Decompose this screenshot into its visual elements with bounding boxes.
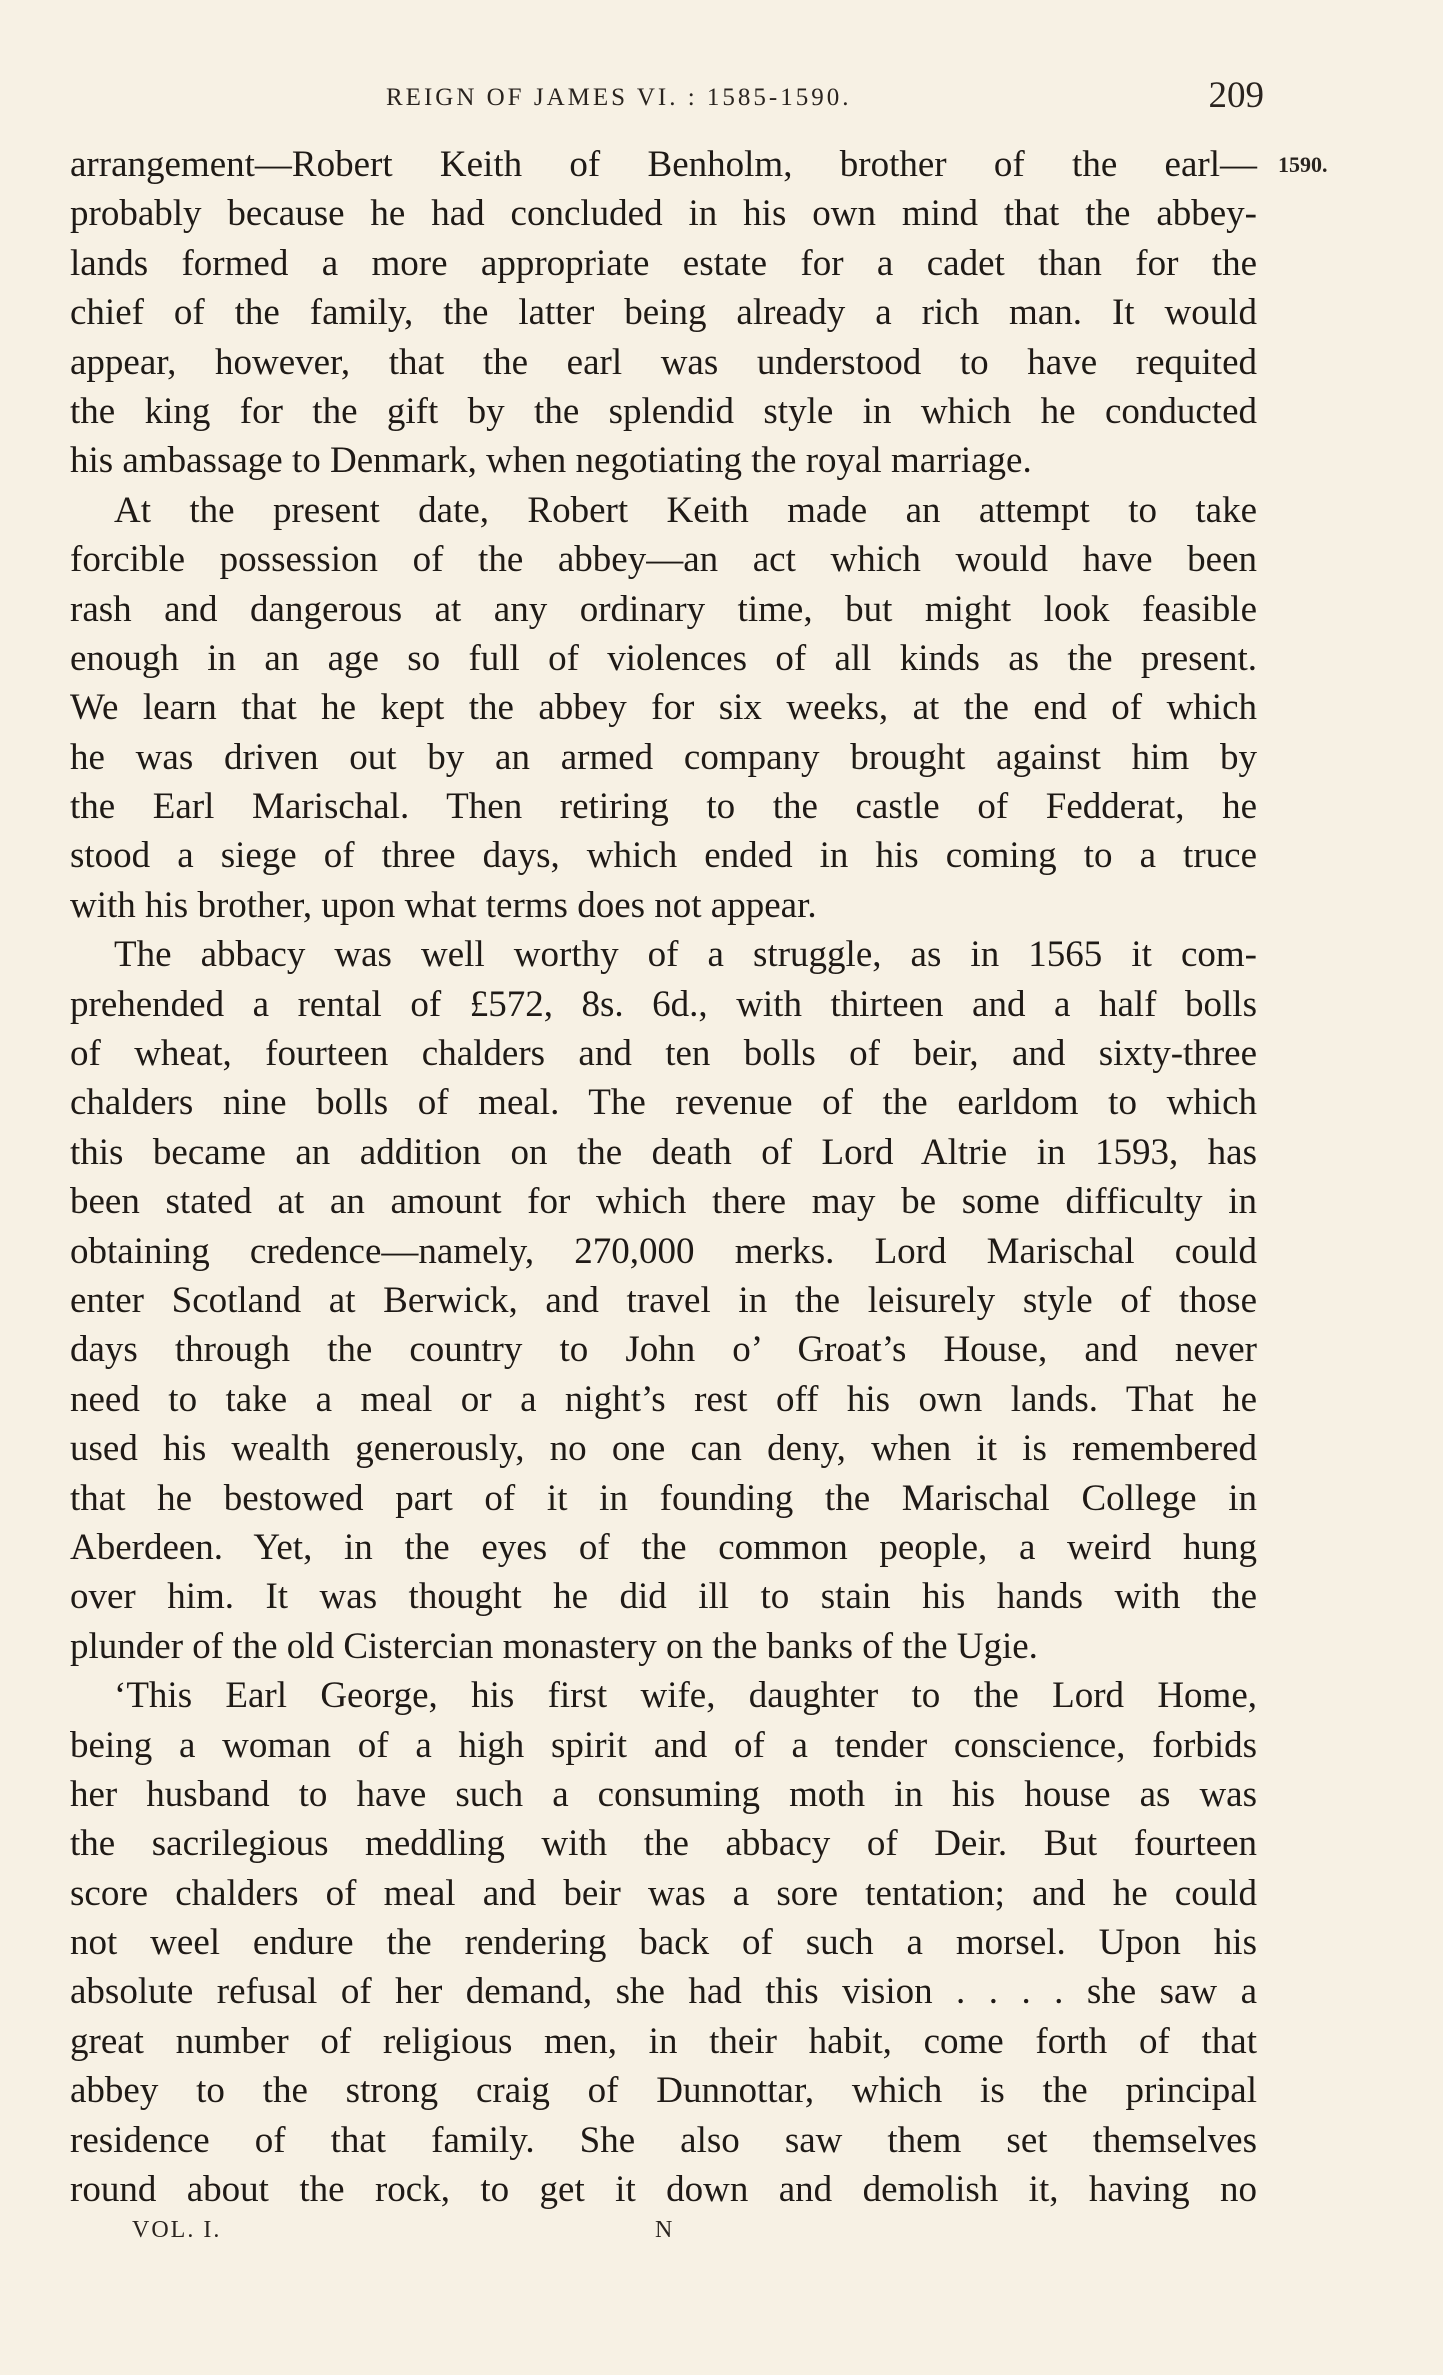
text-line: great number of religious men, in their habit, come forth of that [70, 2020, 1257, 2062]
volume-label: VOL. I. [132, 2217, 222, 2243]
text-line: plunder of the old Cistercian monastery on the banks of the Ugie. [70, 1625, 1038, 1667]
text-line: days through the country to John o’ Groat’s House, and never [70, 1329, 1257, 1371]
text-line: round about the rock, to get it down and demolish it, having no [70, 2169, 1257, 2211]
page-header [68, 74, 1264, 124]
text-line: At the present date, Robert Keith made an attempt to take [114, 489, 1257, 531]
text-line: this became an addition on the death of Lord Altrie in 1593, has [70, 1131, 1257, 1173]
text-line: Aberdeen. Yet, in the eyes of the common people, a weird hung [70, 1526, 1257, 1568]
text-line: the sacrilegious meddling with the abbacy of Deir. But fourteen [70, 1823, 1257, 1865]
text-line: he was driven out by an armed company brought against him by [70, 736, 1257, 778]
text-line: been stated at an amount for which there may be some difficulty in [70, 1181, 1257, 1223]
text-line: with his brother, upon what terms does not appear. [70, 884, 817, 926]
signature-mark: N [655, 2217, 675, 2243]
text-line: the king for the gift by the splendid style in which he conducted [70, 390, 1257, 432]
text-line: stood a siege of three days, which ended in his coming to a truce [70, 835, 1257, 877]
text-line: over him. It was thought he did ill to stain his hands with the [70, 1576, 1257, 1618]
text-line: abbey to the strong craig of Dunnottar, which is the principal [70, 2070, 1257, 2112]
text-line: appear, however, that the earl was understood to have requited [70, 341, 1257, 383]
text-line: lands formed a more appropriate estate for a cadet than for the [70, 242, 1257, 284]
page-footer [132, 2217, 732, 2257]
margin-date-note: 1590. [1278, 152, 1328, 177]
text-line: chief of the family, the latter being already a rich man. It would [70, 292, 1257, 334]
running-title: REIGN OF JAMES VI. : 1585-1590. [386, 84, 852, 111]
text-line: chalders nine bolls of meal. The revenue of the earldom to which [70, 1082, 1257, 1124]
text-line: being a woman of a high spirit and of a tender conscience, forbids [70, 1724, 1257, 1766]
text-line: residence of that family. She also saw them set themselves [70, 2119, 1257, 2161]
text-line: prehended a rental of £572, 8s. 6d., with thirteen and a half bolls [70, 983, 1257, 1025]
text-line: used his wealth generously, no one can deny, when it is remembered [70, 1428, 1257, 1470]
text-line: absolute refusal of her demand, she had this vision . . . . she saw a [70, 1971, 1257, 2013]
text-line: enough in an age so full of violences of all kinds as the present. [70, 637, 1257, 679]
text-line: We learn that he kept the abbey for six weeks, at the end of which [70, 687, 1257, 729]
text-line: enter Scotland at Berwick, and travel in the leisurely style of those [70, 1279, 1257, 1321]
text-line: forcible possession of the abbey—an act which would have been [70, 539, 1257, 581]
text-line: not weel endure the rendering back of such a morsel. Upon his [70, 1922, 1257, 1964]
text-line: obtaining credence—namely, 270,000 merks. Lord Marischal could [70, 1230, 1257, 1272]
text-line: that he bestowed part of it in founding the Marischal College in [70, 1477, 1257, 1519]
text-line: rash and dangerous at any ordinary time, but might look feasible [70, 588, 1257, 630]
text-line: his ambassage to Denmark, when negotiating the royal marriage. [70, 440, 1032, 482]
body-text [70, 140, 1257, 2214]
text-line: her husband to have such a consuming moth in his house as was [70, 1773, 1257, 1815]
text-line: the Earl Marischal. Then retiring to the castle of Fedderat, he [70, 786, 1257, 828]
text-line: probably because he had concluded in his own mind that the abbey- [70, 193, 1257, 235]
text-line: need to take a meal or a night’s rest off his own lands. That he [70, 1378, 1257, 1420]
page-number: 209 [1208, 75, 1264, 116]
text-line: of wheat, fourteen chalders and ten bolls of beir, and sixty-three [70, 1033, 1257, 1075]
text-line: score chalders of meal and beir was a sore tentation; and he could [70, 1872, 1257, 1914]
text-line: arrangement—Robert Keith of Benholm, brother of the earl— [70, 144, 1257, 185]
text-line: The abbacy was well worthy of a struggle, as in 1565 it com- [114, 934, 1257, 976]
text-line: ‘This Earl George, his first wife, daughter to the Lord Home, [114, 1675, 1257, 1717]
